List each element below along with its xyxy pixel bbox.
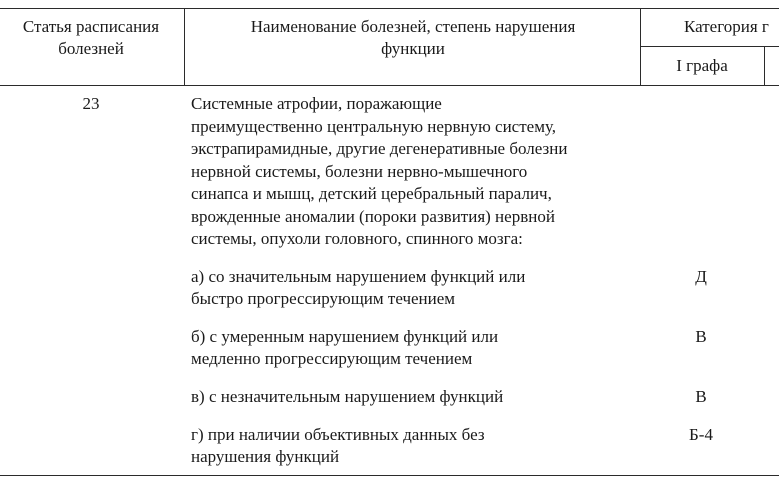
header-name-line: функции — [381, 39, 445, 58]
subitem-line: а) со значительным нарушением функций или — [191, 267, 526, 286]
category-value: В — [695, 387, 707, 406]
subitem-line: медленно прогрессирующим течением — [191, 349, 473, 368]
description-line: синапса и мышц, детский церебральный паралич, — [191, 184, 552, 203]
category-value: Д — [695, 267, 707, 286]
description-line: нервной системы, болезни нервно-мышечного — [191, 162, 528, 181]
article-number: 23 — [82, 94, 100, 113]
description-line: врожденные аномалии (пороки развития) нервной — [191, 207, 555, 226]
column-divider-article — [184, 8, 185, 85]
description-line: системы, опухоли головного, спинного мозга: — [191, 229, 523, 248]
subitem-line: быстро прогрессирующим течением — [191, 289, 456, 308]
header-category: Категория г — [684, 17, 769, 36]
header-article — [6, 16, 176, 60]
header-name-line: Наименование болезней, степень нарушения — [250, 17, 576, 36]
header-disease-name — [188, 16, 638, 60]
subitem-line: нарушения функций — [191, 447, 340, 466]
header-bottom-border — [0, 85, 779, 86]
header-article-line: Статья расписания — [22, 17, 160, 36]
header-graph-1: I графа — [676, 56, 728, 75]
category-value: Б-4 — [689, 425, 713, 444]
subitem-line: г) при наличии объективных данных без — [191, 425, 485, 444]
description-line: Системные атрофии, поражающие — [191, 94, 442, 113]
table-top-border — [0, 8, 779, 9]
subitem-line: в) с незначительным нарушением функций — [191, 387, 504, 406]
description-line: экстрапирамидные, другие дегенеративные болезни — [191, 139, 568, 158]
description-line: преимущественно центральную нервную систему, — [191, 117, 556, 136]
category-header-divider — [640, 46, 779, 47]
header-article-line: болезней — [58, 39, 124, 58]
table-bottom-border — [0, 475, 779, 476]
column-divider-graph1 — [764, 46, 765, 85]
subitem-line: б) с умеренным нарушением функций или — [191, 327, 499, 346]
category-value: В — [695, 327, 707, 346]
